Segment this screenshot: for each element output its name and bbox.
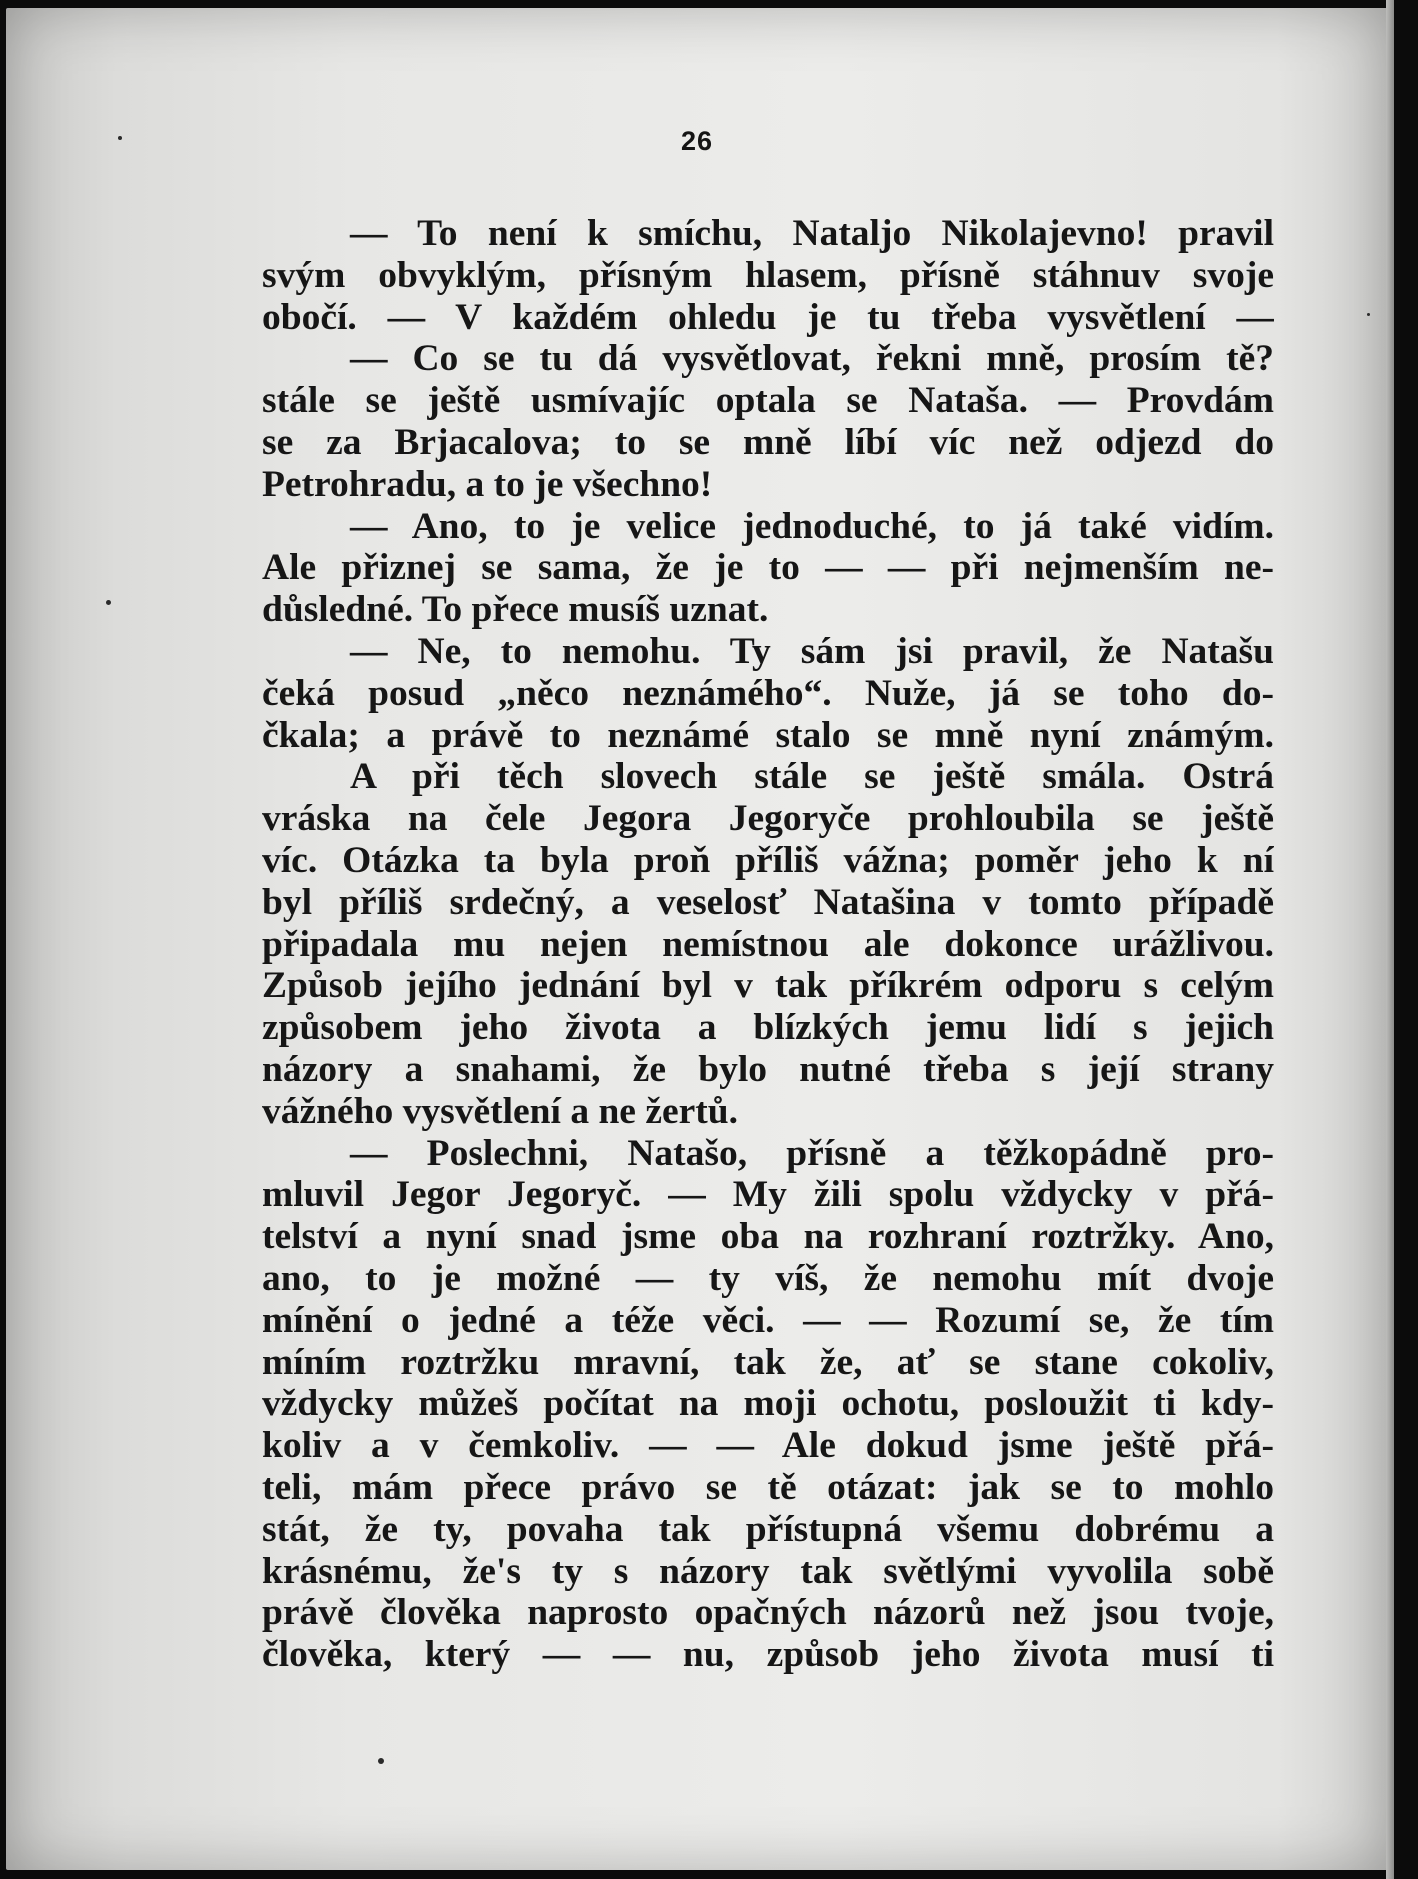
text-line: — Ano, to je velice jednoduché, to já také vidím. [350, 505, 1274, 547]
text-line: — Co se tu dá vysvětlovat, řekni mně, prosím tě? [350, 338, 1274, 380]
text-line: člověka, který — — nu, způsob jeho života musí ti [262, 1634, 1274, 1676]
text-line: Způsob jejího jednání byl v tak příkrém odporu s celým [262, 965, 1274, 1007]
text-line: vážného vysvětlení a ne žertů. [262, 1090, 738, 1132]
text-line: svým obvyklým, přísným hlasem, přísně stáhnuv svoje [262, 254, 1274, 296]
body-text [262, 213, 1274, 1676]
text-line: víc. Otázka ta byla proň příliš vážna; poměr jeho k ní [262, 839, 1274, 881]
text-line: čeká posud „něco neznámého“. Nuže, já se toho do- [262, 672, 1274, 714]
text-line: Ale přiznej se sama, že je to — — při nejmenším ne- [262, 547, 1274, 589]
text-line: čkala; a právě to neznámé stalo se mně nyní známým. [262, 714, 1274, 756]
text-line: teli, mám přece právo se tě otázat: jak se to mohlo [262, 1466, 1274, 1508]
text-line: názory a snahami, že bylo nutné třeba s její strany [262, 1048, 1274, 1090]
text-line: vráska na čele Jegora Jegoryče prohloubila se ještě [262, 798, 1274, 840]
text-line: stát, že ty, povaha tak přístupná všemu dobrému a [262, 1508, 1274, 1550]
text-line: se za Brjacalova; to se mně líbí víc než odjezd do [262, 421, 1274, 463]
text-line: připadala mu nejen nemístnou ale dokonce urážlivou. [262, 923, 1274, 965]
text-line: Petrohradu, a to je všechno! [262, 463, 713, 505]
text-line: způsobem jeho života a blízkých jemu lidí s jejich [262, 1007, 1274, 1049]
book-page [6, 8, 1388, 1870]
text-line: ano, to je možné — ty víš, že nemohu mít dvoje [262, 1257, 1274, 1299]
page-number: 26 [680, 126, 714, 156]
text-line: byl příliš srdečný, a veselosť Natašina v tomto případě [262, 881, 1274, 923]
text-line: obočí. — V každém ohledu je tu třeba vysvětlení — [262, 296, 1274, 338]
text-line: telství a nyní snad jsme oba na rozhraní roztržky. Ano, [262, 1216, 1274, 1258]
text-line: — To není k smíchu, Nataljo Nikolajevno! pravil [350, 213, 1274, 254]
text-line: právě člověka naprosto opačných názorů než jsou tvoje, [262, 1592, 1274, 1634]
scan-speck [118, 136, 122, 140]
text-line: mluvil Jegor Jegoryč. — My žili spolu vždycky v přá- [262, 1174, 1274, 1216]
text-line: důsledné. To přece musíš uznat. [262, 589, 769, 631]
text-line: — Poslechni, Natašo, přísně a těžkopádně pro- [350, 1132, 1274, 1174]
text-line: krásnému, že's ty s názory tak světlými vyvolila sobě [262, 1550, 1274, 1592]
text-line: koliv a v čemkoliv. — — Ale dokud jsme ještě přá- [262, 1425, 1274, 1467]
scan-speck [1367, 313, 1370, 316]
text-line: míním roztržku mravní, tak že, ať se stane cokoliv, [262, 1341, 1274, 1383]
text-line: A při těch slovech stále se ještě smála. Ostrá [350, 756, 1274, 798]
text-line: — Ne, to nemohu. Ty sám jsi pravil, že Natašu [350, 630, 1274, 672]
scan-speck [378, 1758, 384, 1764]
text-line: stále se ještě usmívajíc optala se Nataša. — Provdám [262, 380, 1274, 422]
text-line: vždycky můžeš počítat na moji ochotu, posloužit ti kdy- [262, 1383, 1274, 1425]
scan-speck [106, 600, 111, 605]
text-line: mínění o jedné a téže věci. — — Rozumí se, že tím [262, 1299, 1274, 1341]
page-edge-shadow [1386, 0, 1394, 1879]
